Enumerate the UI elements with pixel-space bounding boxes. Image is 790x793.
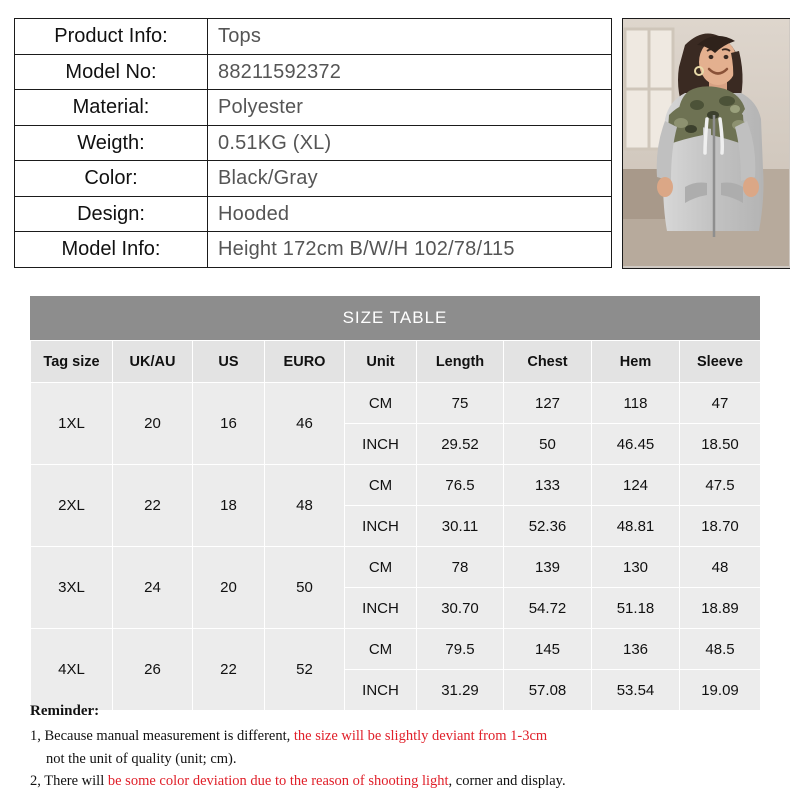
size-euro: 48 <box>265 465 345 547</box>
product-info-value: 0.51KG (XL) <box>208 125 612 161</box>
size-sleeve: 47.5 <box>680 465 761 506</box>
column-header-tag-size: Tag size <box>31 341 113 383</box>
size-length: 31.29 <box>417 670 504 711</box>
table-row <box>15 232 612 268</box>
size-length: 79.5 <box>417 629 504 670</box>
product-info-label: Weigth: <box>15 125 208 161</box>
column-header-uk-au: UK/AU <box>113 341 193 383</box>
size-sleeve: 19.09 <box>680 670 761 711</box>
column-header-euro: EURO <box>265 341 345 383</box>
size-tag: 4XL <box>31 629 113 711</box>
size-length: 29.52 <box>417 424 504 465</box>
size-unit: CM <box>345 629 417 670</box>
column-header-unit: Unit <box>345 341 417 383</box>
size-table-title: SIZE TABLE <box>30 296 760 340</box>
size-unit: INCH <box>345 588 417 629</box>
product-info-value: Black/Gray <box>208 161 612 197</box>
size-table <box>30 340 761 711</box>
size-us: 16 <box>193 383 265 465</box>
reminder-line-2-highlight: be some color deviation due to the reason of shooting light <box>107 773 449 790</box>
size-ukau: 22 <box>113 465 193 547</box>
size-us: 20 <box>193 547 265 629</box>
product-photo <box>622 18 790 269</box>
size-chest: 52.36 <box>504 506 592 547</box>
size-sleeve: 18.89 <box>680 588 761 629</box>
product-info-value: Height 172cm B/W/H 102/78/115 <box>208 232 612 268</box>
product-info-value: Polyester <box>208 90 612 126</box>
table-row <box>15 19 612 55</box>
column-header-length: Length <box>417 341 504 383</box>
reminder-line-1-highlight: the size will be slightly deviant from 1-3cm <box>293 728 548 745</box>
size-us: 22 <box>193 629 265 711</box>
size-length: 30.70 <box>417 588 504 629</box>
size-chest: 145 <box>504 629 592 670</box>
size-sleeve: 18.70 <box>680 506 761 547</box>
product-info-label: Model No: <box>15 54 208 90</box>
size-chest: 133 <box>504 465 592 506</box>
product-info-value: Tops <box>208 19 612 55</box>
table-row <box>31 383 761 424</box>
size-hem: 53.54 <box>592 670 680 711</box>
size-table-header-row <box>31 341 761 383</box>
product-info-label: Design: <box>15 196 208 232</box>
size-tag: 1XL <box>31 383 113 465</box>
table-row <box>15 161 612 197</box>
size-length: 75 <box>417 383 504 424</box>
size-unit: CM <box>345 383 417 424</box>
product-info-label: Color: <box>15 161 208 197</box>
size-length: 76.5 <box>417 465 504 506</box>
size-ukau: 26 <box>113 629 193 711</box>
size-euro: 46 <box>265 383 345 465</box>
size-chest: 57.08 <box>504 670 592 711</box>
size-hem: 124 <box>592 465 680 506</box>
size-sleeve: 48 <box>680 547 761 588</box>
reminder-section <box>30 700 765 793</box>
size-table-section <box>30 296 760 711</box>
table-row <box>15 125 612 161</box>
table-row <box>15 196 612 232</box>
column-header-chest: Chest <box>504 341 592 383</box>
column-header-sleeve: Sleeve <box>680 341 761 383</box>
reminder-line-1 <box>30 725 765 747</box>
table-row <box>31 465 761 506</box>
reminder-line-2-text: 2, There will <box>30 773 108 790</box>
size-length: 78 <box>417 547 504 588</box>
product-info-value: Hooded <box>208 196 612 232</box>
reminder-line-2 <box>30 770 765 792</box>
reminder-title: Reminder: <box>30 703 100 719</box>
reminder-line-1-text: 1, Because manual measurement is different, <box>30 728 294 745</box>
product-info-label: Model Info: <box>15 232 208 268</box>
size-tag: 2XL <box>31 465 113 547</box>
table-row <box>15 90 612 126</box>
size-chest: 139 <box>504 547 592 588</box>
size-tag: 3XL <box>31 547 113 629</box>
table-row <box>31 629 761 670</box>
size-hem: 118 <box>592 383 680 424</box>
size-chest: 127 <box>504 383 592 424</box>
size-euro: 52 <box>265 629 345 711</box>
size-unit: INCH <box>345 506 417 547</box>
table-row <box>15 54 612 90</box>
table-row <box>31 547 761 588</box>
size-euro: 50 <box>265 547 345 629</box>
product-info-label: Material: <box>15 90 208 126</box>
size-hem: 48.81 <box>592 506 680 547</box>
size-hem: 136 <box>592 629 680 670</box>
model-photo-illustration <box>623 19 789 266</box>
size-hem: 46.45 <box>592 424 680 465</box>
size-ukau: 20 <box>113 383 193 465</box>
reminder-line-1-sub: not the unit of quality (unit; cm). <box>46 750 237 767</box>
size-ukau: 24 <box>113 547 193 629</box>
column-header-hem: Hem <box>592 341 680 383</box>
size-chest: 54.72 <box>504 588 592 629</box>
size-sleeve: 18.50 <box>680 424 761 465</box>
size-us: 18 <box>193 465 265 547</box>
size-unit: CM <box>345 465 417 506</box>
column-header-us: US <box>193 341 265 383</box>
size-length: 30.11 <box>417 506 504 547</box>
size-hem: 130 <box>592 547 680 588</box>
product-info-section <box>14 18 776 268</box>
size-hem: 51.18 <box>592 588 680 629</box>
reminder-line-2-tail: , corner and display. <box>448 773 566 790</box>
size-unit: INCH <box>345 670 417 711</box>
product-info-label: Product Info: <box>15 19 208 55</box>
size-chest: 50 <box>504 424 592 465</box>
size-sleeve: 47 <box>680 383 761 424</box>
size-sleeve: 48.5 <box>680 629 761 670</box>
product-info-value: 88211592372 <box>208 54 612 90</box>
product-info-table <box>14 18 612 268</box>
size-unit: INCH <box>345 424 417 465</box>
size-unit: CM <box>345 547 417 588</box>
